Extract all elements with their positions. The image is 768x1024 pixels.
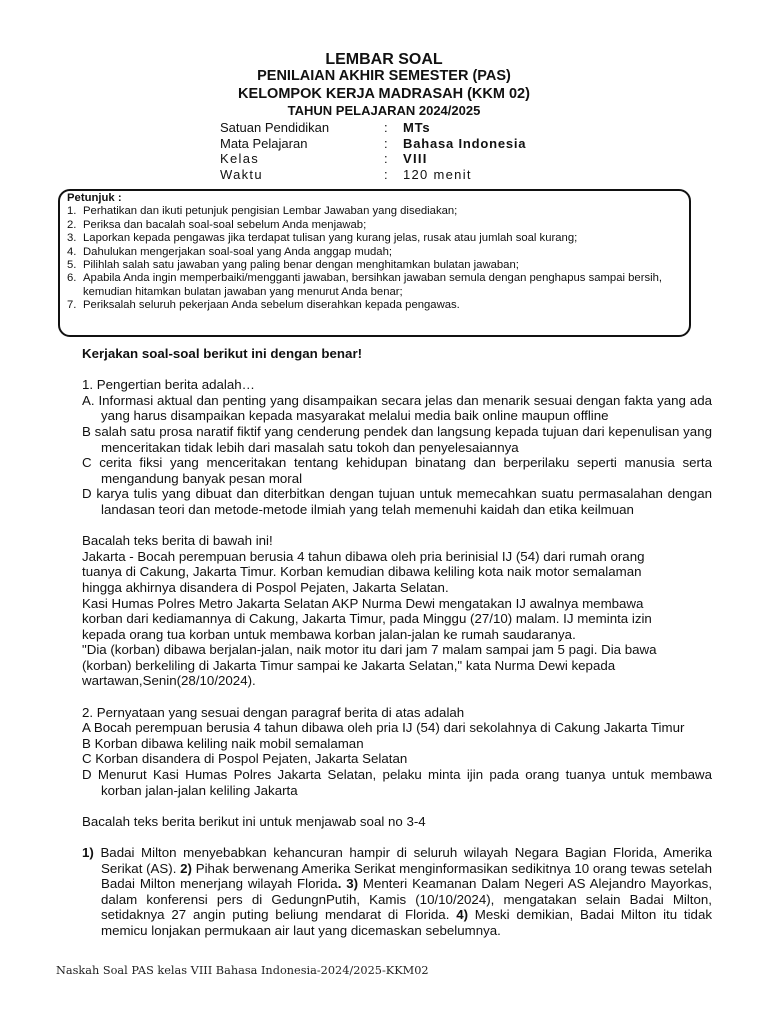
info-value: VIII <box>403 151 428 166</box>
news-text-line: wartawan,Senin(28/10/2024). <box>82 673 256 689</box>
news-text-line: korban dari kediamannya di Cakung, Jakarta Timur, pada Minggu (27/10) malam. IJ meminta izin <box>82 611 652 627</box>
instruction-item: 6. Apabila Anda ingin memperbaiki/mengganti jawaban, bersihkan jawaban semula dengan penghapus sampai bersih, <box>67 272 663 285</box>
instruction-item: 5. Pilihlah salah satu jawaban yang paling benar dengan menghitamkan bulatan jawaban; <box>67 259 519 272</box>
instruction-item: 3. Laporkan kepada pengawas jika terdapat tulisan yang kurang jelas, rusak atau jumlah soal kurang; <box>67 232 578 245</box>
q1-option-a: A. Informasi aktual dan penting yang disampaikan secara jelas dan menarik sesuai dengan fakta yang ada yang harus disampaikan kepada masyarakat melalui media baik online maupun offline <box>82 392 712 424</box>
question-body <box>82 346 712 939</box>
reading-intro-2: Bacalah teks berita berikut ini untuk menjawab soal no 3-4 <box>82 813 426 829</box>
q2-option-a: A Bocah perempuan berusia 4 tahun dibawa oleh pria IJ (54) dari sekolahnya di Cakung Jakarta Timur <box>82 720 685 736</box>
q2-option-c: C Korban disandera di Pospol Pejaten, Jakarta Selatan <box>82 751 408 767</box>
academic-year: TAHUN PELAJARAN 2024/2025 <box>287 103 481 118</box>
organizer-name: KELOMPOK KERJA MADRASAH (KKM 02) <box>238 86 530 102</box>
reading-intro-1: Bacalah teks berita di bawah ini! <box>82 533 273 549</box>
work-instruction: Kerjakan soal-soal berikut ini dengan benar! <box>82 346 363 361</box>
exam-name: PENILAIAN AKHIR SEMESTER (PAS) <box>257 68 511 84</box>
question-2: 2. Pernyataan yang sesuai dengan paragraf berita di atas adalah <box>82 704 465 720</box>
info-colon: : <box>384 135 388 151</box>
news-text-line: "Dia (korban) dibawa berjalan-jalan, naik motor itu dari jam 7 malam sampai jam 5 pagi. Dia bawa <box>82 642 657 658</box>
news-text-line: Kasi Humas Polres Metro Jakarta Selatan AKP Nurma Dewi mengatakan IJ awalnya membawa <box>82 595 644 611</box>
instruction-item: 1. Perhatikan dan ikuti petunjuk pengisian Lembar Jawaban yang disediakan; <box>67 205 458 218</box>
sheet-title: LEMBAR SOAL <box>325 51 443 68</box>
info-label: Waktu <box>220 166 263 182</box>
info-colon: : <box>384 166 388 182</box>
q1-option-c: C cerita fiksi yang menceritakan tentang kehidupan binatang dan berperilaku seperti manusia serta mengandung banyak pesan moral <box>82 455 712 486</box>
instruction-item: kemudian hitamkan bulatan jawaban yang menurut Anda benar; <box>83 285 403 298</box>
q1-option-d: D karya tulis yang dibuat dan diterbitkan dengan tujuan untuk memecahkan suatu permasalahan dengan landasan teori dan metode-metode ilmiah yang telah memenuhi kaidah dan etika keilmuan <box>82 486 712 517</box>
info-value: 120 menit <box>403 166 472 182</box>
news-text-line: Jakarta - Bocah perempuan berusia 4 tahun dibawa oleh pria berinisial IJ (54) dari rumah orang <box>82 548 645 564</box>
news-text-milton: 1) Badai Milton menyebabkan kehancuran hampir di seluruh wilayah Negara Bagian Florida, Amerika Serikat (AS). 2) Pihak berwenang Amerika Serikat menginformasikan sedikitnya 10 orang tewas setelah Badai Milton menerjang wilayah Florida. 3) Menteri Keamanan Dalam Negeri AS Alejandro Mayorkas, dalam konferensi pers di GedungnPutih, Kamis (10/10/2024), mengatakan selain Badai Milton, setidaknya 27 angin puting beliung mendarat di Florida. 4) Meski demikian, Badai Milton itu tidak memicu lonjakan permukaan air laut yang dicemaskan sebelumnya. <box>82 845 713 938</box>
info-label: Satuan Pendidikan <box>220 120 330 135</box>
instruction-item: 2. Periksa dan bacalah soal-soal sebelum Anda menjawab; <box>67 218 367 231</box>
info-value: MTs <box>403 120 431 135</box>
page-footer: Naskah Soal PAS kelas VIII Bahasa Indonesia-2024/2025-KKM02 <box>56 964 429 977</box>
news-text-line: (korban) berkeliling di Jakarta Timur sampai ke Jakarta Selatan," kata Nurma Dewi kepada <box>82 657 616 673</box>
q1-option-b: B salah satu prosa naratif fiktif yang cenderung pendek dan langsung kepada tujuan dari kepenulisan yang menceritakan tidak lebih dari masalah satu tokoh dan penyelesaiannya <box>82 423 712 455</box>
info-value: Bahasa Indonesia <box>403 135 527 151</box>
q2-option-d: D Menurut Kasi Humas Polres Jakarta Selatan, pelaku minta ijin pada orang tuanya untuk membawa korban jalan-jalan keliling Jakarta <box>82 767 712 798</box>
info-label: Mata Pelajaran <box>220 135 308 151</box>
instructions-list <box>67 192 707 313</box>
news-text-line: kepada orang tua korban untuk membawa korban jalan-jalan ke rumah saudaranya. <box>82 626 576 642</box>
question-1: 1. Pengertian berita adalah… <box>82 377 255 393</box>
info-colon: : <box>384 151 388 166</box>
instruction-item: 4. Dahulukan mengerjakan soal-soal yang Anda anggap mudah; <box>67 245 392 258</box>
instructions-title: Petunjuk : <box>67 192 122 204</box>
q2-option-b: B Korban dibawa keliling naik mobil semalaman <box>82 735 364 751</box>
info-colon: : <box>384 120 388 135</box>
news-text-line: hingga akhirnya disandera di Pospol Pejaten, Jakarta Selatan. <box>82 579 449 595</box>
news-text-line: tuanya di Cakung, Jakarta Timur. Korban kemudian dibawa keliling kota naik motor semalaman <box>82 564 642 580</box>
info-label: Kelas <box>220 151 260 166</box>
instruction-item: 7. Periksalah seluruh pekerjaan Anda sebelum diserahkan kepada pengawas. <box>67 299 460 312</box>
